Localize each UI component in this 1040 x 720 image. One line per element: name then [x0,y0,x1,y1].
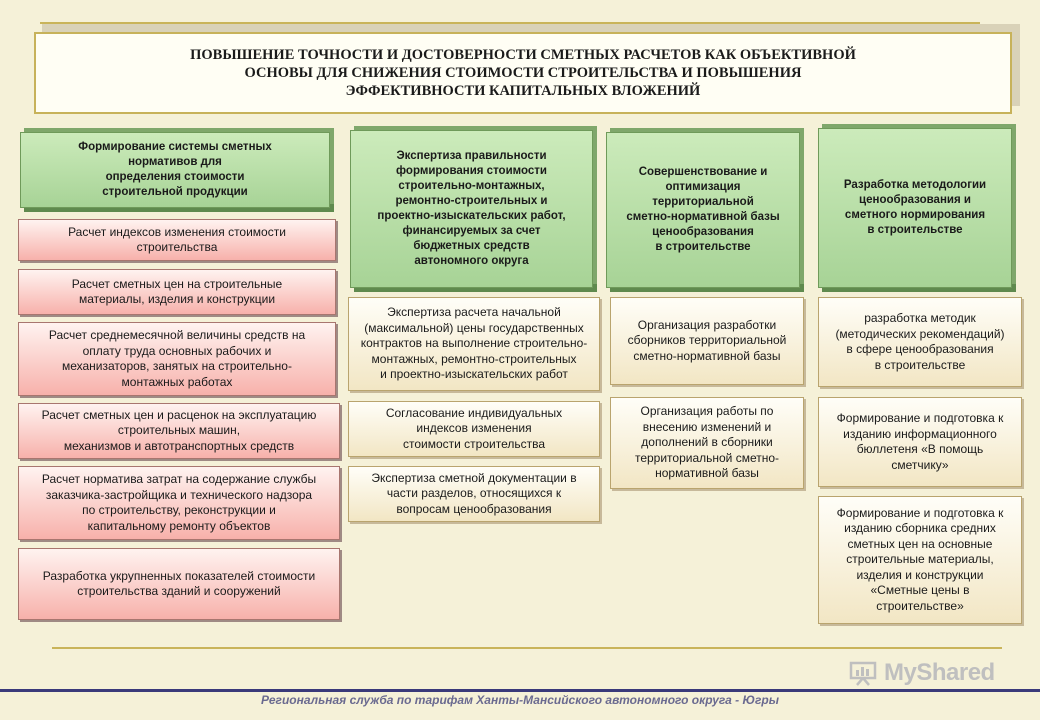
column-2-item-3: Экспертиза сметной документации в части разделов, относящихся к вопросам ценообразования [348,466,600,522]
column-2-header: Экспертиза правильности формирования стоимости строительно-монтажных, ремонтно-строительных и проектно-изыскательских работ, финансируемых за счет бюджетных средств автономного округа [350,130,593,288]
column-1-header: Формирование системы сметных нормативов для определения стоимости строительной продукции [20,132,330,208]
column-1-item-3: Расчет среднемесячной величины средств на оплату труда основных рабочих и механизаторов, занятых на строительно- монтажных работах [18,322,336,396]
presentation-icon [848,660,878,686]
title-top-rule [40,22,980,24]
column-4-item-1: разработка методик (методических рекомендаций) в сфере ценообразования в строительстве [818,297,1022,387]
column-4-header: Разработка методологии ценообразования и сметного нормирования в строительстве [818,128,1012,288]
column-2-item-1: Экспертиза расчета начальной (максимальной) цены государственных контрактов на выполнение строительно- монтажных, ремонтно-строительных и проектно-изыскательских работ [348,297,600,391]
bottom-rule [52,647,1002,649]
column-4-item-3: Формирование и подготовка к изданию сборника средних сметных цен на основные строительные материалы, изделия и конструкции «Сметные цены в строительстве» [818,496,1022,624]
footer-text: Региональная служба по тарифам Ханты-Мансийского автономного округа - Югры [261,693,779,707]
column-1-item-1: Расчет индексов изменения стоимости строительства [18,219,336,261]
column-1-item-6: Разработка укрупненных показателей стоимости строительства зданий и сооружений [18,548,340,620]
column-2-item-2: Согласование индивидуальных индексов изменения стоимости строительства [348,401,600,457]
footer-bar [0,689,1040,692]
myshared-logo [848,658,1018,688]
column-1-item-2: Расчет сметных цен на строительные материалы, изделия и конструкции [18,269,336,315]
column-3-item-2: Организация работы по внесению изменений и дополнений в сборники территориальной сметно- нормативной базы [610,397,804,489]
main-title-box [34,32,1012,114]
column-4-item-2: Формирование и подготовка к изданию информационного бюллетеня «В помощь сметчику» [818,397,1022,487]
column-1-item-4: Расчет сметных цен и расценок на эксплуатацию строительных машин, механизмов и автотранспортных средств [18,403,340,459]
column-3-header: Совершенствование и оптимизация территориальной сметно-нормативной базы ценообразования в строительстве [606,132,800,288]
column-1-item-5: Расчет норматива затрат на содержание службы заказчика-застройщика и технического надзора по строительству, реконструкции и капитальному ремонту объектов [18,466,340,540]
main-title: ПОВЫШЕНИЕ ТОЧНОСТИ И ДОСТОВЕРНОСТИ СМЕТНЫХ РАСЧЕТОВ КАК ОБЪЕКТИВНОЙ ОСНОВЫ ДЛЯ СНИЖЕНИЯ СТОИМОСТИ СТРОИТЕЛЬСТВА И ПОВЫШЕНИЯ ЭФФЕКТИВНОСТИ КАПИТАЛЬНЫХ ВЛОЖЕНИЙ [190,47,856,99]
logo-text: MyShared [884,659,995,686]
column-3-item-1: Организация разработки сборников территориальной сметно-нормативной базы [610,297,804,385]
